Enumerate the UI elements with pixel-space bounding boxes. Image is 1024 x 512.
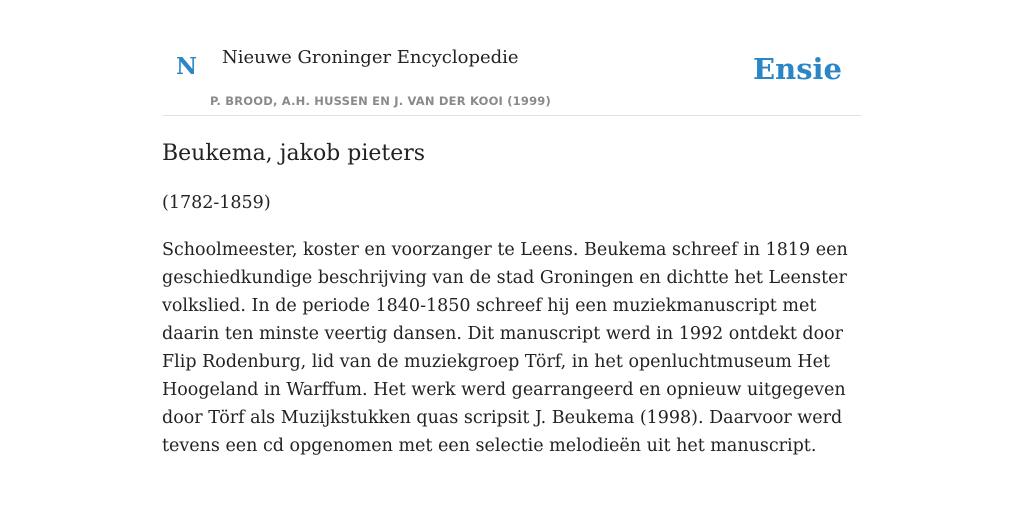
entry-content [162, 138, 862, 460]
brand-logo-link[interactable]: Ensie [753, 52, 842, 86]
book-authors: P. BROOD, A.H. HUSSEN EN J. VAN DER KOOI (1999) [210, 94, 551, 108]
entry-text: Schoolmeester, koster en voorzanger te Leens. Beukema schreef in 1819 een geschiedkundige beschrijving van de stad Groningen en dichtte het Leenster volkslied. In de periode 1840-1850 schreef hij een muziekmanuscript met daarin ten minste veertig dansen. Dit manuscript werd in 1992 ontdekt door Flip Rodenburg, lid van de muziekgroep Törf, in het openluchtmuseum Het Hoogeland in Warffum. Het werk werd gearrangeerd en opnieuw uitgegeven door Törf als Muzijkstukken quas scripsit J. Beukema (1998). Daarvoor werd tevens een cd opgenomen met een selectie melodieën uit het manuscript. [162, 240, 848, 456]
book-title-link[interactable]: Nieuwe Groninger Encyclopedie [222, 47, 519, 68]
book-header [162, 40, 862, 116]
entry-dates: (1782-1859) [162, 193, 271, 213]
entry-title: Beukema, jakob pieters [162, 141, 426, 166]
book-letter-icon: N [176, 53, 198, 80]
